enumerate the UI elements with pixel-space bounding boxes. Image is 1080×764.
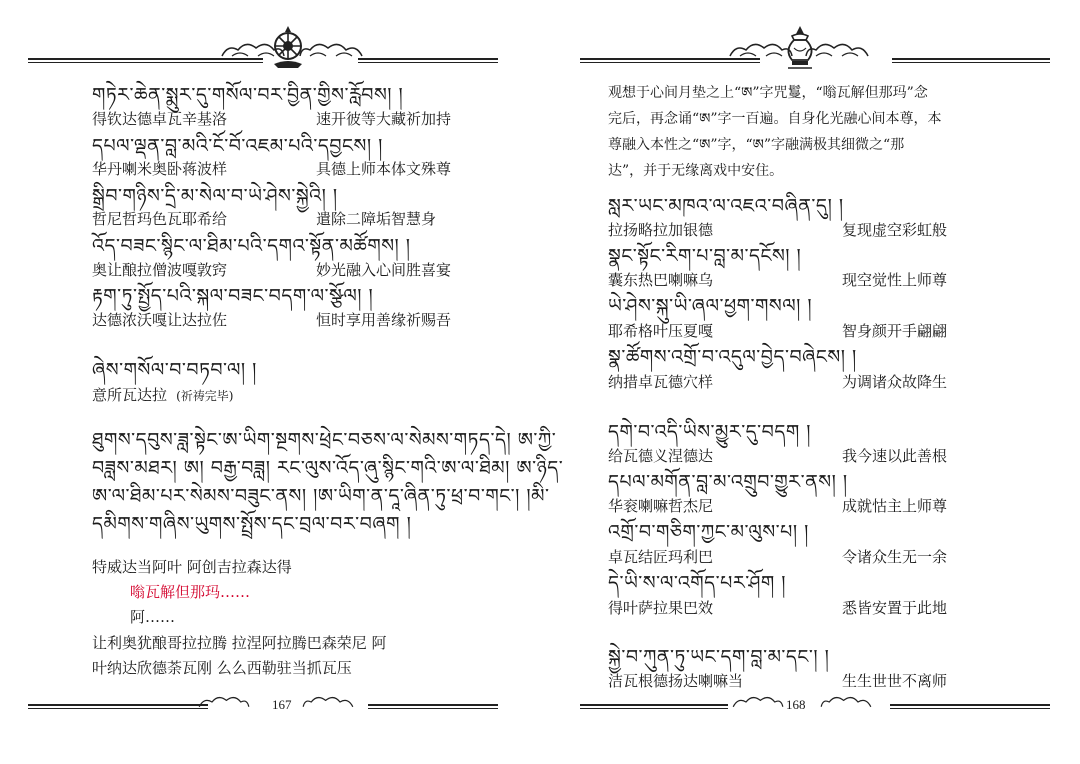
verse-translation: 妙光融入心间胜喜宴	[316, 261, 452, 279]
verse-transliteration: 拉扬略拉加银德	[608, 221, 714, 239]
mantra-a-line: 阿……	[130, 608, 176, 626]
verse-tibetan: དེ་ཡི་ས་ལ་འགོད་པར་ཤོག །	[608, 572, 786, 594]
verse-translation: 我今速以此善根	[842, 447, 948, 465]
instruction-transliteration: 叶纳达欣德荼瓦刚 么么西勒驻当抓瓦压	[92, 659, 352, 677]
verse-transliteration: 华衮喇嘛哲杰尼	[608, 497, 714, 515]
verse-translation: 令诸众生无一余	[842, 548, 948, 566]
verse-tibetan: སྣང་སྟོང་རིག་པ་བླ་མ་དངོས། །	[608, 245, 802, 267]
verse-tibetan: གཏེར་ཆེན་སྨུར་དུ་གསོལ་བར་བྱིན་གྱིས་རློབས། །	[92, 84, 404, 106]
instruction-tibetan-line: ཨ་ལ་ཐིམ་པར་སེམས་བཟུང་ནས། །ཨ་ཡིག་ན་དཱ་ཞིན་ཏུ་ཕྲ་བ་གང་། །མི་	[92, 485, 550, 507]
closing-transliteration: 意所瓦达拉	[92, 386, 168, 404]
instruction-transliteration: 让利奥犹酿哥拉拉腾 拉涅阿拉腾巴森荣尼 阿	[92, 634, 387, 652]
closing-tibetan: ཞེས་གསོལ་བ་བཏབ་ལ། །	[92, 359, 257, 381]
verse-translation: 现空觉性上师尊	[842, 271, 948, 289]
footer-rule	[580, 694, 1050, 716]
verse-transliteration: 哲尼哲玛色瓦耶希给	[92, 210, 228, 228]
verse-tibetan: རྟག་ཏུ་སྤྱོད་པའི་སྐལ་བཟང་བདག་ལ་སྩོལ། །	[92, 285, 374, 307]
instruction-tibetan-line: དམིགས་གཞིས་ཡུགས་སྤྲོས་དང་བྲལ་བར་བཞག །	[92, 513, 412, 535]
page-number: 167	[272, 697, 292, 712]
explanation-line: 达”，并于无缘离戏中安住。	[608, 163, 784, 179]
verse-transliteration: 得叶萨拉果巴效	[608, 599, 714, 617]
verse-translation: 遣除二障垢智慧身	[316, 210, 437, 228]
verse-translation: 为调诸众故降生	[842, 373, 948, 391]
verse-transliteration: 奥让酿拉僧波嘎敦窍	[92, 261, 228, 279]
verse-translation: 生生世世不离师	[842, 672, 948, 690]
cloud-ornament-icon	[296, 38, 366, 62]
verse-transliteration: 耶希格叶压夏嘎	[608, 322, 714, 340]
cloud-ornament-icon	[300, 692, 356, 712]
verse-translation: 具德上师本体文殊尊	[316, 160, 452, 178]
verse-transliteration: 洁瓦根德扬达喇嘛当	[608, 672, 744, 690]
verse-translation: 速开彼等大藏祈加持	[316, 110, 452, 128]
verse-tibetan: དཔལ་ལྡན་བླ་མའི་ངོ་བོ་འཇམ་པའི་དབྱངས། །	[92, 135, 383, 157]
verse-tibetan: སྒྲིབ་གཉིས་དྲི་མ་སེལ་བ་ཡེ་ཤེས་སྐྱེའི། །	[92, 185, 338, 207]
instruction-tibetan-line: བཟླས་མཐར། ཨ། བརྒྱ་བཟླ། རང་ལུས་འོད་ཞུ་སྙིང་གའི་ཨ་ལ་ཐིམ། ཨ་ཉིད་	[92, 457, 564, 479]
verse-translation: 悉皆安置于此地	[842, 599, 948, 617]
verse-transliteration: 囊东热巴喇嘛乌	[608, 271, 714, 289]
verse-transliteration: 给瓦德义涅德达	[608, 447, 714, 465]
explanation-line: 尊融入本性之“ཨ”字，“ཨ”字融满极其细微之“那	[608, 137, 905, 153]
cloud-ornament-icon	[802, 38, 872, 62]
verse-transliteration: 达德浓沃嘎让达拉佐	[92, 311, 228, 329]
verse-translation: 恒时享用善缘祈赐吾	[316, 311, 452, 329]
instruction-transliteration: 特威达当阿叶 阿创吉拉森达得	[92, 558, 292, 576]
verse-translation: 成就怙主上师尊	[842, 497, 948, 515]
closing-line	[92, 384, 233, 407]
page-number: 168	[786, 697, 806, 712]
verse-tibetan: དཔལ་མགོན་བླ་མ་འགྲུབ་གྱུར་ནས། །	[608, 471, 848, 493]
verse-transliteration: 华丹喇米奥卧蒋波样	[92, 160, 228, 178]
verse-tibetan: དགེ་བ་འདི་ཡིས་མྱུར་དུ་བདག །	[608, 421, 811, 443]
cloud-ornament-icon	[196, 692, 252, 712]
closing-note: (祈祷完毕)	[176, 389, 234, 403]
verse-transliteration: 纳措卓瓦德穴样	[608, 373, 714, 391]
verse-transliteration: 得钦达德卓瓦辛基洛	[92, 110, 228, 128]
cloud-ornament-icon	[818, 692, 874, 712]
verse-tibetan: འོད་བཟང་སྙིང་ལ་ཐིམ་པའི་དགའ་སྟོན་མཚོགས། །	[92, 235, 411, 257]
verse-tibetan: འགྲོ་བ་གཅིག་ཀྱང་མ་ལུས་པ། །	[608, 521, 809, 543]
instruction-tibetan-line: ཐུགས་དབུས་ཟླ་སྟེང་ཨ་ཡིག་སྔགས་ཕྲེང་བཅས་ལ་སེམས་གཏད་དེ། ཨ་ཀྱི་	[92, 429, 557, 451]
mantra-line: 嗡瓦解但那玛……	[130, 583, 251, 601]
verse-translation: 复现虚空彩虹般	[842, 221, 948, 239]
right-page	[540, 0, 1080, 764]
verse-tibetan: སྐྱེ་བ་ཀུན་ཏུ་ཡང་དག་བླ་མ་དང་། །	[608, 646, 830, 668]
verse-transliteration: 卓瓦结匠玛利巴	[608, 548, 714, 566]
explanation-line: 完后，再念诵“ཨ”字一百遍。自身化光融心间本尊，本	[608, 111, 942, 127]
footer-rule	[28, 694, 498, 716]
verse-tibetan: སྣ་ཚོགས་འགྲོ་བ་འདུལ་བྱེད་བཞེངས། །	[608, 346, 857, 368]
verse-tibetan: སླར་ཡང་མཁའ་ལ་འཇའ་བཞིན་དུ། །	[608, 195, 844, 217]
verse-translation: 智身颜开手翩翩	[842, 322, 948, 340]
verse-tibetan: ཡེ་ཤེས་སྐུ་ཡི་ཞལ་ཕྱག་གསལ། །	[608, 295, 813, 317]
explanation-line: 观想于心间月垫之上“ཨ”字咒鬘，“嗡瓦解但那玛”念	[608, 85, 928, 101]
cloud-ornament-icon	[730, 692, 786, 712]
